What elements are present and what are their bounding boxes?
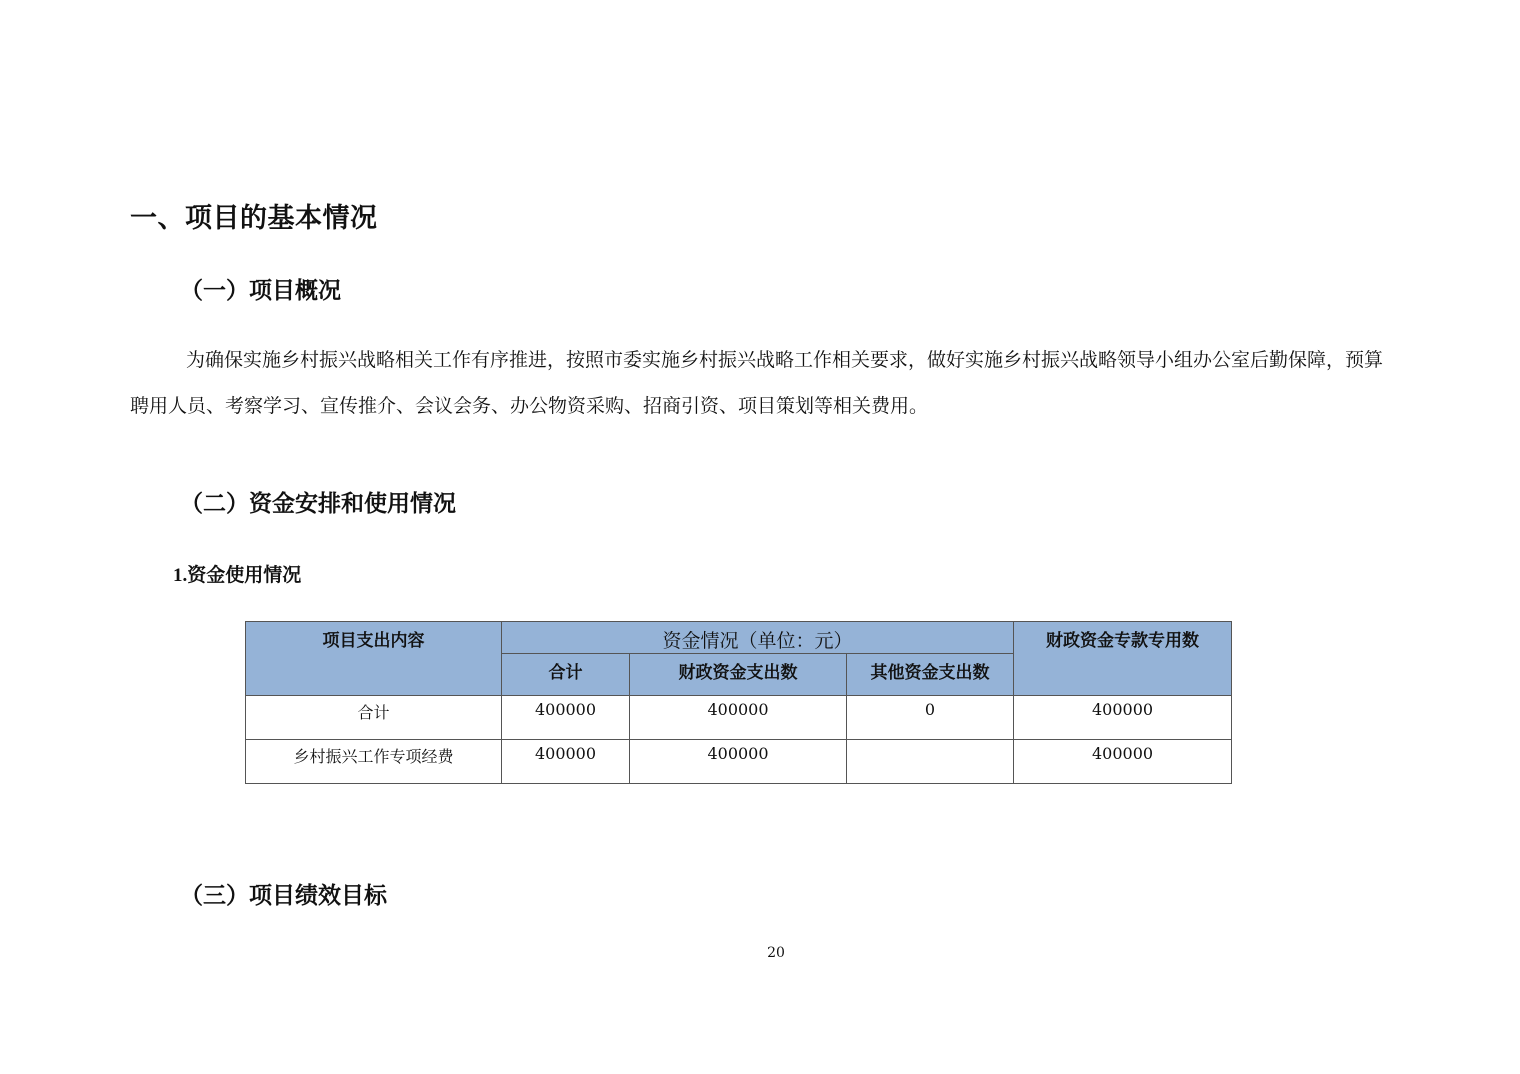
overview-paragraph [130,337,1390,429]
cell-content: 乡村振兴工作专项经费 [246,740,502,784]
subheading-text: 资金使用情况 [187,564,302,586]
header-other: 其他资金支出数 [847,654,1014,696]
header-special: 财政资金专款专用数 [1014,622,1232,696]
cell-fiscal: 400000 [630,696,847,740]
table-row [246,696,1232,740]
funds-heading: （二）资金安排和使用情况 [180,491,456,517]
cell-total: 400000 [502,696,630,740]
cell-fiscal: 400000 [630,740,847,784]
cell-special: 400000 [1014,696,1232,740]
funds-table [245,621,1232,784]
cell-total: 400000 [502,740,630,784]
cell-other [847,740,1014,784]
header-content: 项目支出内容 [246,622,502,696]
goals-heading: （三）项目绩效目标 [180,883,387,909]
header-total: 合计 [502,654,630,696]
section-title: 一、项目的基本情况 [130,203,378,234]
table-row [246,740,1232,784]
funds-usage-subheading [173,560,301,587]
cell-content: 合计 [246,696,502,740]
subheading-number: 1. [173,565,188,586]
cell-other: 0 [847,696,1014,740]
overview-paragraph-text: 为确保实施乡村振兴战略相关工作有序推进，按照市委实施乡村振兴战略工作相关要求，做好实施乡村振兴战略领导小组办公室后勤保障，预算聘用人员、考察学习、宣传推介、会议会务、办公物资采购、招商引资、项目策划等相关费用。 [130,349,1384,417]
header-fund-group: 资金情况（单位：元） [502,622,1014,654]
header-fiscal: 财政资金支出数 [630,654,847,696]
cell-special: 400000 [1014,740,1232,784]
overview-heading: （一）项目概况 [180,278,341,304]
page-number: 20 [767,945,785,961]
